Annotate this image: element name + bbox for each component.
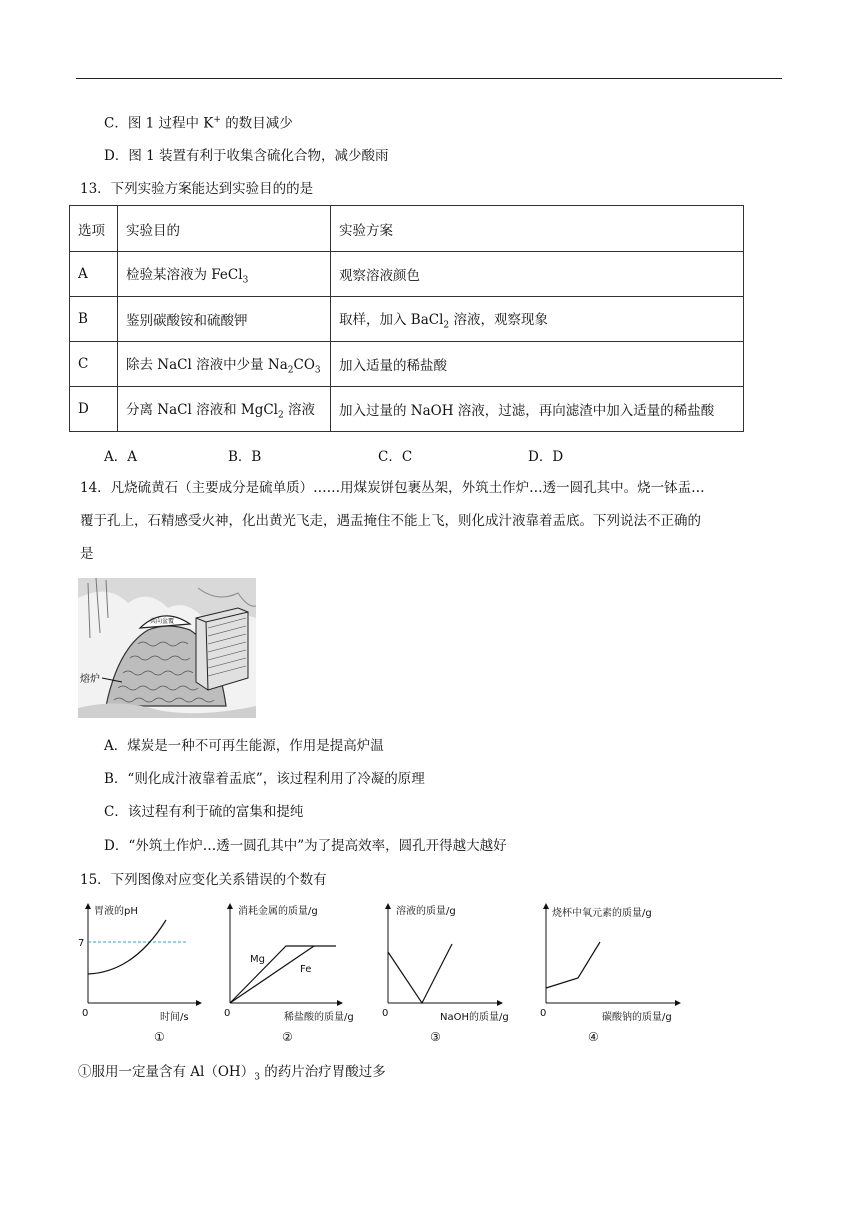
row-plan: 加入适量的稀盐酸: [331, 342, 744, 387]
graph1-origin: 0: [82, 1008, 89, 1019]
q13-answer-b: B．B: [228, 449, 262, 465]
q13-stem: 13．下列实验方案能达到实验目的的是: [80, 181, 314, 197]
table-header-row: [70, 206, 744, 252]
graph3-ylabel: 溶液的质量/g: [396, 906, 456, 917]
q12-option-d: D．图 1 装置有利于收集含硫化合物，减少酸雨: [104, 148, 389, 164]
header-option: 选项: [70, 206, 118, 252]
furnace-illustration: [78, 578, 256, 718]
graph2-xlabel: 稀盐酸的质量/g: [284, 1012, 354, 1023]
graph2-number: ②: [282, 1030, 293, 1044]
q14-stem-line2: 覆于孔上，石精感受火神，化出黄光飞走，遇盂掩住不能上飞，则化成汁液靠着盂底。下列说法不正确的: [80, 513, 701, 529]
row-plan: 取样，加入 BaCl$_2$ 溶液，观察现象: [331, 297, 744, 342]
row-option: C: [70, 342, 118, 387]
q14-option-d: D．“外筑土作炉…透一圆孔其中”为了提高效率，圆孔开得越大越好: [104, 838, 507, 854]
graph4-number: ④: [588, 1030, 599, 1044]
q14-option-b: B．“则化成汁液靠着盂底”，该过程利用了冷凝的原理: [104, 771, 425, 787]
furnace-label: 熔炉: [80, 674, 100, 685]
q14-option-c: C．该过程有利于硫的富集和提纯: [104, 804, 304, 820]
graph-1: [74, 900, 204, 1029]
q12-option-c-text: C．图 1 过程中 K: [104, 115, 214, 132]
table-row: [70, 252, 744, 297]
q15-item-1-sub: 3: [254, 1072, 260, 1083]
q14-stem-line3: 是: [80, 546, 94, 562]
q12-option-c: [104, 110, 293, 134]
header-rule: [76, 78, 782, 79]
row-goal: 除去 NaCl 溶液中少量 $Na_2CO_3$: [118, 342, 331, 387]
graph1-ylabel: 胃液的pH: [94, 906, 138, 917]
q15-item-1-post: 的药片治疗胃酸过多: [259, 1064, 386, 1080]
q14-option-a: A．煤炭是一种不可再生能源，作用是提高炉温: [104, 738, 384, 754]
row-option: D: [70, 387, 118, 432]
graph2-ylabel: 消耗金属的质量/g: [238, 906, 318, 917]
graph4-ylabel: 烧杯中氧元素的质量/g: [552, 908, 652, 919]
graph3-number: ③: [430, 1030, 441, 1044]
q12-option-c-tail: 的数目减少: [220, 115, 293, 132]
row-option: A: [70, 252, 118, 297]
q15-item-1-pre: ①服用一定量含有 Al（OH）: [78, 1064, 255, 1080]
graph2-series-mg: Mg: [250, 954, 265, 965]
graph1-tick-7: 7: [78, 938, 85, 949]
row-plan: 观察溶液颜色: [331, 252, 744, 297]
graph3-origin: 0: [382, 1008, 389, 1019]
graph3-xlabel: NaOH的质量/g: [440, 1012, 509, 1023]
graph-3: [380, 900, 520, 1029]
q13-answer-c: C．C: [378, 449, 413, 465]
graph4-xlabel: 碳酸钠的质量/g: [602, 1012, 672, 1023]
table-row: [70, 342, 744, 387]
graph2-series-fe: Fe: [300, 964, 312, 975]
graph1-xlabel: 时间/s: [160, 1012, 189, 1023]
q15-item-1: [78, 1062, 386, 1088]
graph1-number: ①: [154, 1030, 165, 1044]
header-plan: 实验方案: [331, 206, 744, 252]
q13-answer-d: D．D: [528, 449, 564, 465]
row-goal: 鉴别碳酸铵和硫酸钾: [118, 297, 331, 342]
graph2-origin: 0: [224, 1008, 231, 1019]
q13-table: [69, 205, 744, 432]
header-goal: 实验目的: [118, 206, 331, 252]
row-goal: 分离 NaCl 溶液和 MgCl$_2$ 溶液: [118, 387, 331, 432]
q14-stem-line1: 14．凡烧硫黄石（主要成分是硫单质）……用煤炭饼包裹丛架，外筑土作炉…透一圆孔其中。烧一钵盂…: [80, 480, 705, 496]
row-plan: 加入过量的 NaOH 溶液，过滤，再向滤渣中加入适量的稀盐酸: [331, 387, 744, 432]
q15-stem: 15．下列图像对应变化关系错误的个数有: [80, 872, 327, 888]
q13-answer-a: A．A: [104, 449, 137, 465]
graph4-origin: 0: [540, 1008, 547, 1019]
furnace-drawing: [78, 578, 256, 718]
table-row: [70, 387, 744, 432]
dome-label: 共向盆覆: [150, 618, 175, 625]
row-goal: 检验某溶液为 FeCl$_3$: [118, 252, 331, 297]
q12-option-c-sup: +: [213, 115, 221, 125]
graph-2: [222, 900, 372, 1029]
graph-4: [538, 900, 688, 1029]
table-row: [70, 297, 744, 342]
row-option: B: [70, 297, 118, 342]
